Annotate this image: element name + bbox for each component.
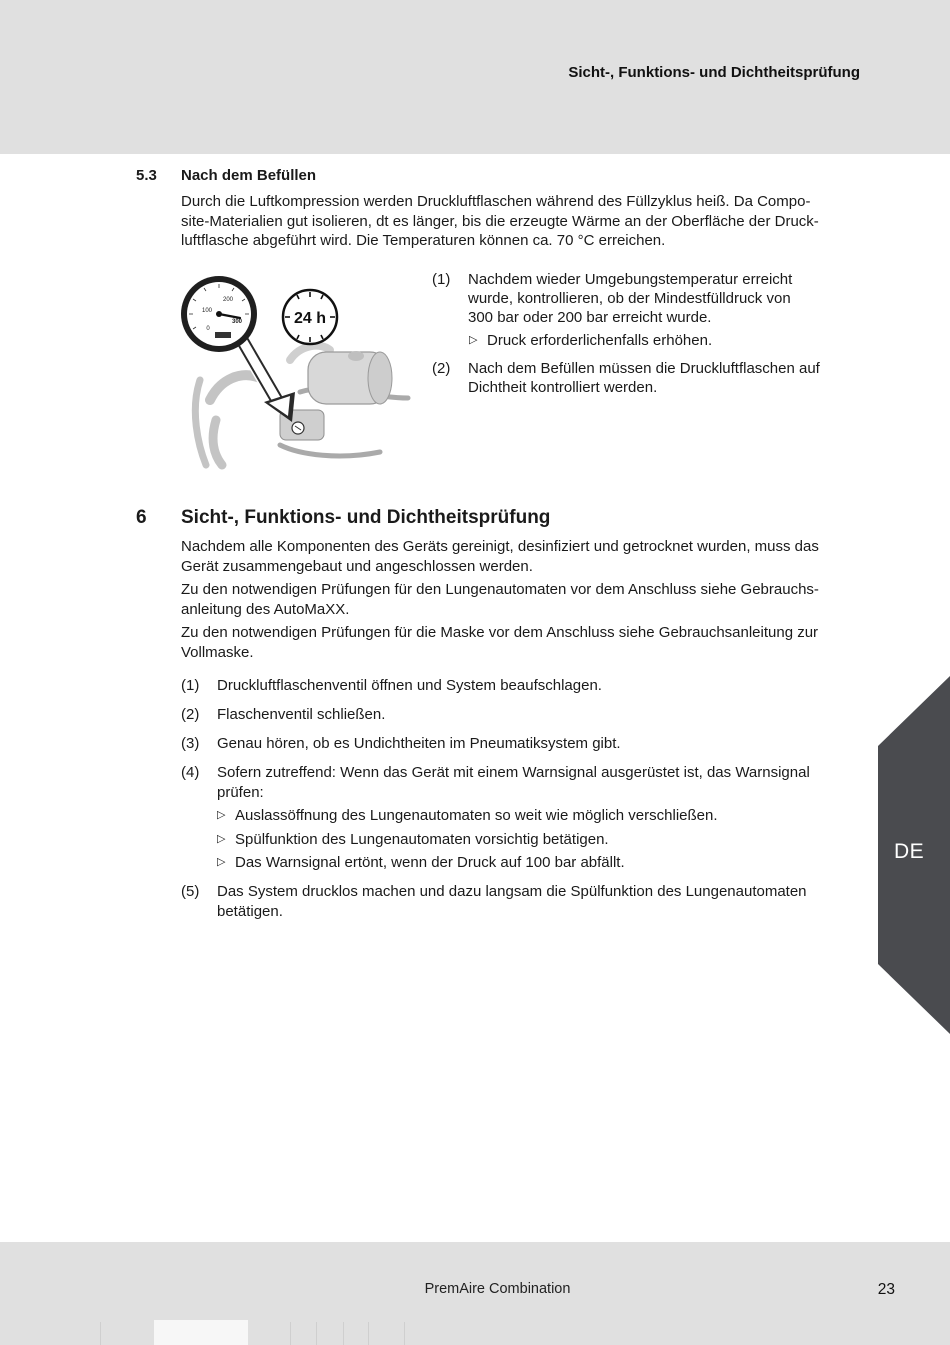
section-title: Nach dem Befüllen: [181, 167, 317, 184]
footer-product-name: PremAire Combination: [424, 1281, 571, 1297]
text-line: anleitung des AutoMaXX.: [181, 600, 350, 618]
text-line: Genau hören, ob es Undichtheiten im Pneumatiksystem gibt.: [217, 735, 621, 752]
text-line: betätigen.: [217, 902, 283, 920]
gauge-label-200: 200: [222, 297, 234, 303]
text-line: Nach dem Befüllen müssen die Druckluftflaschen auf: [468, 360, 820, 377]
section-number: 6: [136, 507, 147, 528]
text-line: Sofern zutreffend: Wenn das Gerät mit einem Warnsignal ausgerüstet ist, das Warnsignal: [217, 764, 810, 781]
list-item: [432, 359, 872, 397]
timer-label: 24 h: [293, 310, 327, 327]
list-marker: (5): [181, 883, 200, 900]
sub-list-item: [181, 830, 871, 850]
illustration-graphic: [180, 270, 412, 470]
text-line: 300 bar oder 200 bar erreicht wurde.: [468, 309, 712, 326]
section-title: Sicht-, Funktions- und Dichtheitsprüfung: [181, 507, 551, 528]
section-6-paragraph-1: [181, 537, 863, 576]
gauge-label-100: 100: [201, 308, 213, 314]
text-line: luftflasche abgeführt wird. Die Temperaturen können ca. 70 °C erreichen.: [181, 232, 666, 250]
sub-item-text: Spülfunktion des Lungenautomaten vorsichtig betätigen.: [235, 830, 609, 848]
sub-item-text: Auslassöffnung des Lungenautomaten so weit wie möglich verschließen.: [235, 807, 718, 824]
text-line: site-Materialien gut isolieren, dt es länger, bis die erzeugte Wärme an der Oberfläche der Druck-: [181, 212, 819, 230]
text-line: wurde, kontrollieren, ob der Mindestfülldruck von: [468, 290, 791, 307]
footer-divider: [316, 1322, 317, 1345]
list-item: [181, 882, 871, 921]
text-line: Dichtheit kontrolliert werden.: [468, 379, 658, 396]
gauge-label-0: 0: [206, 326, 210, 332]
sub-item-text: Druck erforderlichenfalls erhöhen.: [487, 332, 713, 349]
list-item: [432, 270, 872, 327]
cylinder-gauge-illustration: [180, 270, 412, 470]
text-line: Gerät zusammengebaut und angeschlossen werden.: [181, 557, 533, 575]
triangle-bullet-icon: ▷: [217, 856, 226, 868]
list-item: [181, 734, 871, 754]
text-line: Nachdem alle Komponenten des Geräts gereinigt, desinfiziert und getrocknet wurden, muss das: [181, 538, 819, 555]
list-marker: (1): [432, 271, 451, 288]
footer-divider: [368, 1322, 369, 1345]
text-line: Flaschenventil schließen.: [217, 706, 386, 723]
text-line: Vollmaske.: [181, 643, 254, 661]
list-item: [181, 705, 871, 725]
text-line: Nachdem wieder Umgebungstemperatur erreicht: [468, 271, 793, 288]
gauge-label-300: 300: [231, 319, 243, 325]
footer-divider: [100, 1322, 101, 1345]
section-6-paragraph-3: [181, 623, 863, 662]
footer-divider: [343, 1322, 344, 1345]
text-line: Zu den notwendigen Prüfungen für den Lungenautomaten vor dem Anschluss siehe Gebrauchs-: [181, 581, 819, 598]
running-header-title: Sicht-, Funktions- und Dichtheitsprüfung: [568, 64, 860, 81]
text-line: Durch die Luftkompression werden Druckluftflaschen während des Füllzyklus heiß. Da Compo-: [181, 193, 811, 210]
text-line: prüfen:: [217, 783, 264, 801]
section-5-3-intro: [181, 192, 863, 251]
list-marker: (4): [181, 764, 200, 781]
page-number: 23: [877, 1281, 895, 1298]
text-line: Druckluftflaschenventil öffnen und System beaufschlagen.: [217, 677, 602, 694]
list-item: [181, 676, 871, 696]
sub-list-item: [181, 853, 871, 873]
footer-light-strip: [154, 1320, 248, 1345]
list-marker: (2): [432, 360, 451, 377]
section-6-steps: [181, 676, 871, 921]
sub-item-text: Das Warnsignal ertönt, wenn der Druck auf 100 bar abfällt.: [235, 854, 625, 871]
list-item: [181, 763, 871, 802]
section-5-3-steps: [432, 270, 872, 397]
list-marker: (2): [181, 706, 200, 723]
list-marker: (3): [181, 735, 200, 752]
section-6-paragraph-2: [181, 580, 863, 619]
footer-divider: [290, 1322, 291, 1345]
triangle-bullet-icon: ▷: [469, 334, 478, 346]
footer-divider: [404, 1322, 405, 1345]
text-line: Zu den notwendigen Prüfungen für die Maske vor dem Anschluss siehe Gebrauchsanleitung zur: [181, 624, 819, 641]
list-marker: (1): [181, 677, 200, 694]
sub-list-item: [432, 331, 872, 350]
triangle-bullet-icon: ▷: [217, 809, 226, 821]
language-tab-label: DE: [894, 840, 925, 863]
section-number: 5.3: [136, 167, 157, 184]
text-line: Das System drucklos machen und dazu langsam die Spülfunktion des Lungenautomaten: [217, 883, 807, 900]
sub-list-item: [181, 806, 871, 826]
triangle-bullet-icon: ▷: [217, 832, 226, 845]
